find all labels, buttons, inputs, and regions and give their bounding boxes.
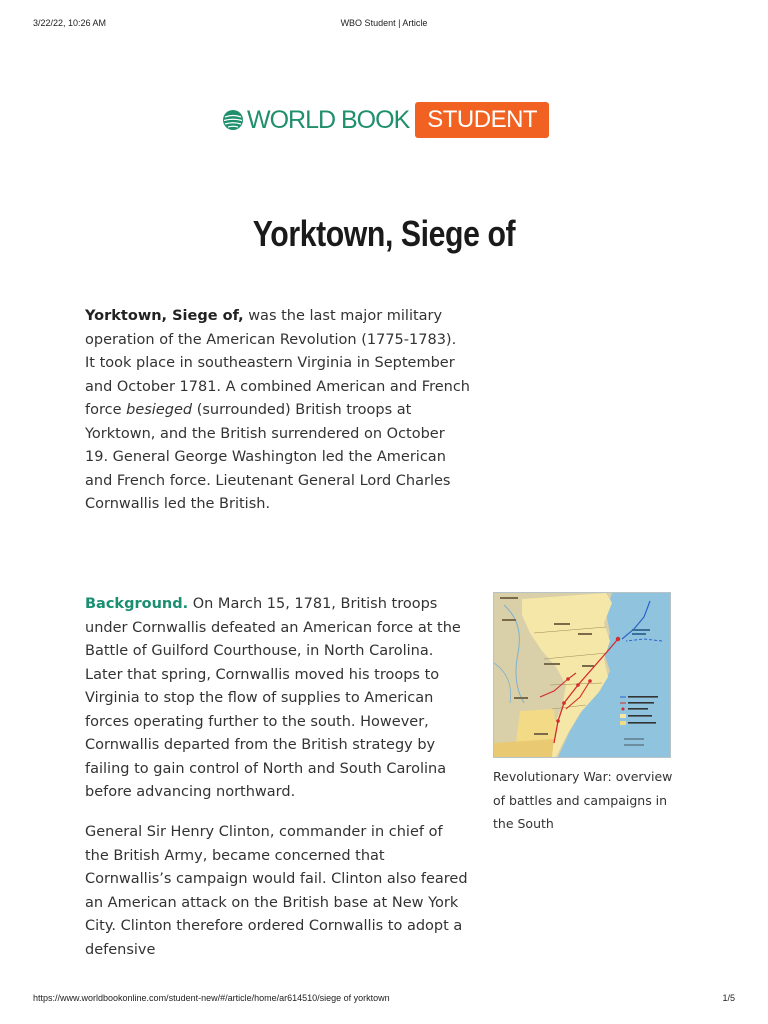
intro-italic-term: besieged xyxy=(126,402,193,418)
background-heading: Background. xyxy=(85,596,189,612)
map-illustration xyxy=(494,593,670,757)
print-datetime: 3/22/22, 10:26 AM xyxy=(33,18,107,28)
background-text: On March 15, 1781, British troops under Cornwallis defeated an American force at the Battle of Guilford Courthouse, in North Carolina. Later that spring, Cornwallis moved his troops to Virginia to stop the flow of supplies to American forces operating further to the south. However, Cornwallis departed from the British strategy by failing to gain control of North and South Carolina before advancing northward. xyxy=(85,596,461,800)
print-url: https://www.worldbookonline.com/student-new/#/article/home/ar614510/siege of yorktown xyxy=(33,993,390,1003)
intro-paragraph xyxy=(85,305,470,517)
print-footer xyxy=(0,993,768,1007)
background-paragraph xyxy=(85,593,470,805)
clinton-paragraph: General Sir Henry Clinton, commander in chief of the British Army, became concerned that Cornwallis’s campaign would fail. Clinton also feared an American attack on the British base at New York City. Clinton therefore ordered Cornwallis to adopt a defensive xyxy=(85,824,468,958)
intro-text-part-1: was the last major military operation of the American Revolution (1775-1783). It took place in southeastern Virginia in September and October 1781. A combined American and French force xyxy=(85,308,471,418)
logo-world-book-text: WORLD BOOK xyxy=(247,106,410,134)
print-header xyxy=(0,18,768,32)
article-title: Yorktown, Siege of xyxy=(252,213,516,254)
print-page-title: WBO Student | Article xyxy=(340,18,428,28)
print-page-number: 1/5 xyxy=(722,993,735,1003)
intro-lead-term: Yorktown, Siege of, xyxy=(85,308,244,324)
revolutionary-war-south-map[interactable] xyxy=(493,592,671,758)
globe-icon xyxy=(222,109,244,131)
intro-text-part-2: (surrounded) British troops at Yorktown, and the British surrendered on October 19. General George Washington led the American and French force. Lieutenant General Lord Charles Cornwallis led the British. xyxy=(85,402,451,512)
map-caption: Revolutionary War: overview of battles and campaigns in the South xyxy=(493,769,673,831)
world-book-student-logo[interactable] xyxy=(222,101,549,139)
logo-student-badge: STUDENT xyxy=(415,102,549,138)
